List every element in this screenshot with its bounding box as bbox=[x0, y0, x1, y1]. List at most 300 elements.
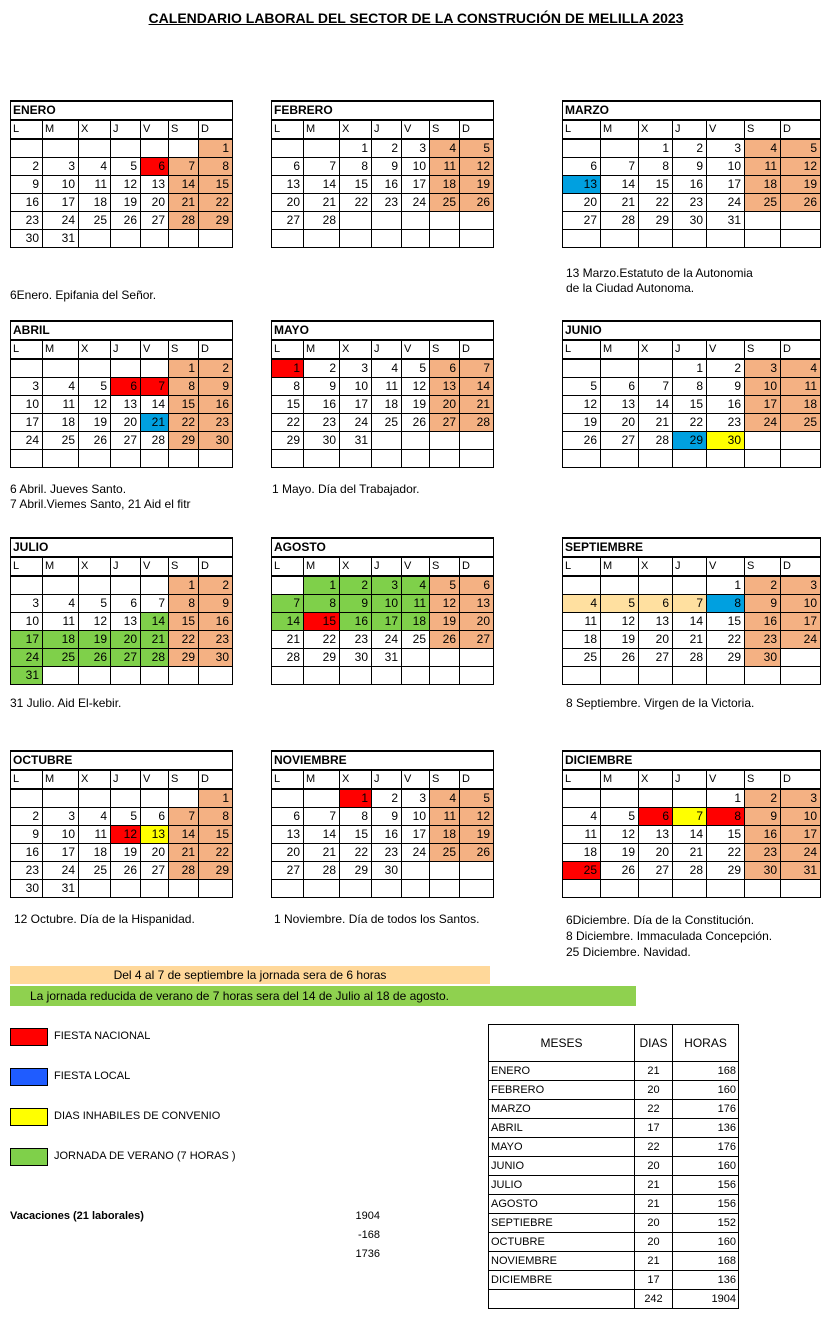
legend-label: FIESTA NACIONAL bbox=[54, 1030, 151, 1042]
day-cell: 21 bbox=[639, 414, 673, 432]
day-cell: 15 bbox=[199, 176, 233, 194]
day-cell: 10 bbox=[402, 158, 430, 176]
month-6 bbox=[10, 537, 233, 685]
empty-cell bbox=[781, 450, 821, 468]
weekday-header: J bbox=[673, 340, 707, 359]
day-cell: 23 bbox=[372, 844, 402, 862]
day-cell: 27 bbox=[460, 631, 494, 649]
empty-cell bbox=[745, 230, 781, 248]
day-cell: 11 bbox=[79, 826, 111, 844]
day-cell: 31 bbox=[707, 212, 745, 230]
day-cell: 28 bbox=[601, 212, 639, 230]
weekday-header: L bbox=[272, 340, 304, 359]
days-cell: 20 bbox=[635, 1214, 673, 1233]
day-cell: 15 bbox=[304, 613, 340, 631]
empty-cell bbox=[141, 450, 169, 468]
empty-cell bbox=[601, 230, 639, 248]
empty-cell bbox=[460, 667, 494, 685]
day-cell: 13 bbox=[111, 396, 141, 414]
day-cell: 8 bbox=[340, 808, 372, 826]
day-cell: 16 bbox=[199, 396, 233, 414]
legend-swatch-national bbox=[10, 1028, 48, 1046]
day-cell: 12 bbox=[563, 396, 601, 414]
day-cell: 18 bbox=[79, 194, 111, 212]
day-cell: 20 bbox=[111, 631, 141, 649]
day-cell: 13 bbox=[111, 613, 141, 631]
empty-cell bbox=[304, 880, 340, 898]
day-cell: 15 bbox=[272, 396, 304, 414]
empty-cell bbox=[43, 450, 79, 468]
day-cell: 19 bbox=[601, 844, 639, 862]
empty-cell bbox=[707, 667, 745, 685]
empty-cell bbox=[111, 359, 141, 378]
day-cell: 12 bbox=[601, 826, 639, 844]
day-cell: 2 bbox=[11, 158, 43, 176]
day-cell: 24 bbox=[781, 631, 821, 649]
day-cell: 20 bbox=[639, 631, 673, 649]
day-cell: 30 bbox=[11, 880, 43, 898]
day-cell: 10 bbox=[402, 808, 430, 826]
day-cell: 21 bbox=[141, 631, 169, 649]
day-cell: 30 bbox=[745, 649, 781, 667]
month-cell: MARZO bbox=[489, 1100, 635, 1119]
day-cell: 17 bbox=[745, 396, 781, 414]
day-cell: 3 bbox=[11, 595, 43, 613]
day-cell: 22 bbox=[707, 631, 745, 649]
weekday-header: L bbox=[563, 770, 601, 789]
weekday-header: V bbox=[402, 770, 430, 789]
day-cell: 19 bbox=[402, 396, 430, 414]
day-cell: 11 bbox=[563, 613, 601, 631]
weekday-header: J bbox=[111, 770, 141, 789]
empty-cell bbox=[199, 450, 233, 468]
empty-cell bbox=[141, 230, 169, 248]
table-row bbox=[489, 1252, 739, 1271]
day-cell: 11 bbox=[79, 176, 111, 194]
day-cell: 25 bbox=[745, 194, 781, 212]
empty-cell bbox=[141, 359, 169, 378]
day-cell: 7 bbox=[141, 378, 169, 396]
weekday-header: J bbox=[111, 120, 141, 139]
empty-cell bbox=[304, 450, 340, 468]
empty-cell bbox=[402, 432, 430, 450]
weekday-header: S bbox=[169, 340, 199, 359]
day-cell: 13 bbox=[430, 378, 460, 396]
day-cell: 6 bbox=[460, 576, 494, 595]
day-cell: 18 bbox=[43, 414, 79, 432]
days-cell: 22 bbox=[635, 1138, 673, 1157]
day-cell: 14 bbox=[673, 826, 707, 844]
weekday-header: D bbox=[460, 770, 494, 789]
weekday-header: M bbox=[601, 770, 639, 789]
day-cell: 12 bbox=[430, 595, 460, 613]
weekday-header: J bbox=[111, 340, 141, 359]
empty-cell bbox=[11, 789, 43, 808]
day-cell: 10 bbox=[43, 826, 79, 844]
day-cell: 27 bbox=[141, 862, 169, 880]
empty-cell bbox=[79, 789, 111, 808]
month-name: ABRIL bbox=[11, 321, 233, 340]
weekday-header: X bbox=[340, 770, 372, 789]
empty-cell bbox=[372, 880, 402, 898]
empty-cell bbox=[460, 880, 494, 898]
weekday-header: L bbox=[563, 120, 601, 139]
day-cell: 1 bbox=[304, 576, 340, 595]
day-cell: 29 bbox=[707, 649, 745, 667]
day-cell: 28 bbox=[460, 414, 494, 432]
day-cell: 5 bbox=[601, 808, 639, 826]
month-name: AGOSTO bbox=[272, 538, 494, 557]
vacaciones-minus: -168 bbox=[357, 1229, 380, 1241]
day-cell: 18 bbox=[563, 631, 601, 649]
empty-cell bbox=[111, 576, 141, 595]
day-cell: 2 bbox=[199, 359, 233, 378]
empty-cell bbox=[639, 667, 673, 685]
weekday-header: S bbox=[745, 770, 781, 789]
day-cell: 27 bbox=[141, 212, 169, 230]
day-cell: 26 bbox=[563, 432, 601, 450]
weekday-header: V bbox=[707, 770, 745, 789]
day-cell: 12 bbox=[460, 808, 494, 826]
day-cell: 4 bbox=[745, 139, 781, 158]
day-cell: 7 bbox=[460, 359, 494, 378]
day-cell: 23 bbox=[11, 862, 43, 880]
days-cell: 20 bbox=[635, 1081, 673, 1100]
weekday-header: X bbox=[79, 770, 111, 789]
note-q3-left: 31 Julio. Aid El-kebir. bbox=[10, 696, 122, 710]
legend-swatch-inhabil bbox=[10, 1108, 48, 1126]
weekday-header: D bbox=[781, 340, 821, 359]
day-cell: 21 bbox=[601, 194, 639, 212]
day-cell: 12 bbox=[460, 158, 494, 176]
day-cell: 19 bbox=[111, 844, 141, 862]
weekday-header: L bbox=[11, 340, 43, 359]
day-cell: 3 bbox=[402, 789, 430, 808]
day-cell: 20 bbox=[272, 194, 304, 212]
day-cell: 9 bbox=[340, 595, 372, 613]
day-cell: 20 bbox=[272, 844, 304, 862]
day-cell: 14 bbox=[141, 613, 169, 631]
day-cell: 10 bbox=[340, 378, 372, 396]
day-cell: 8 bbox=[199, 158, 233, 176]
day-cell: 16 bbox=[745, 826, 781, 844]
day-cell: 28 bbox=[639, 432, 673, 450]
day-cell: 16 bbox=[372, 826, 402, 844]
day-cell: 14 bbox=[639, 396, 673, 414]
day-cell: 28 bbox=[169, 862, 199, 880]
legend-label: DIAS INHABILES DE CONVENIO bbox=[54, 1110, 221, 1122]
month-10 bbox=[271, 750, 494, 898]
empty-cell bbox=[199, 880, 233, 898]
day-cell: 11 bbox=[430, 808, 460, 826]
note-q2-left: 6 Abril. Jueves Santo. 7 Abril.Viemes Santo, 21 Aid el fitr bbox=[10, 482, 191, 511]
day-cell: 5 bbox=[111, 808, 141, 826]
empty-cell bbox=[43, 359, 79, 378]
day-cell: 12 bbox=[79, 613, 111, 631]
hours-cell: 160 bbox=[673, 1233, 739, 1252]
day-cell: 9 bbox=[745, 595, 781, 613]
day-cell: 13 bbox=[141, 826, 169, 844]
day-cell: 8 bbox=[707, 808, 745, 826]
day-cell: 15 bbox=[707, 826, 745, 844]
day-cell: 5 bbox=[601, 595, 639, 613]
day-cell: 19 bbox=[79, 631, 111, 649]
weekday-header: D bbox=[460, 557, 494, 576]
empty-cell bbox=[304, 789, 340, 808]
empty-cell bbox=[272, 667, 304, 685]
day-cell: 6 bbox=[272, 808, 304, 826]
day-cell: 1 bbox=[340, 139, 372, 158]
empty-cell bbox=[199, 230, 233, 248]
day-cell: 10 bbox=[707, 158, 745, 176]
day-cell: 16 bbox=[745, 613, 781, 631]
hours-summary-table bbox=[488, 1024, 739, 1309]
hours-cell: 152 bbox=[673, 1214, 739, 1233]
day-cell: 10 bbox=[11, 613, 43, 631]
day-cell: 14 bbox=[169, 176, 199, 194]
day-cell: 3 bbox=[707, 139, 745, 158]
weekday-header: M bbox=[43, 340, 79, 359]
month-name: JUNIO bbox=[563, 321, 821, 340]
day-cell: 9 bbox=[707, 378, 745, 396]
empty-cell bbox=[430, 230, 460, 248]
day-cell: 30 bbox=[11, 230, 43, 248]
day-cell: 18 bbox=[563, 844, 601, 862]
day-cell: 15 bbox=[169, 613, 199, 631]
month-name: NOVIEMBRE bbox=[272, 751, 494, 770]
day-cell: 8 bbox=[169, 595, 199, 613]
weekday-header: V bbox=[141, 120, 169, 139]
weekday-header: L bbox=[563, 340, 601, 359]
day-cell: 6 bbox=[272, 158, 304, 176]
day-cell: 14 bbox=[601, 176, 639, 194]
day-cell: 8 bbox=[199, 808, 233, 826]
day-cell: 1 bbox=[169, 359, 199, 378]
empty-cell bbox=[340, 880, 372, 898]
day-cell: 15 bbox=[673, 396, 707, 414]
day-cell: 12 bbox=[781, 158, 821, 176]
day-cell: 16 bbox=[372, 176, 402, 194]
empty-cell bbox=[781, 667, 821, 685]
day-cell: 27 bbox=[272, 212, 304, 230]
weekday-header: D bbox=[199, 120, 233, 139]
empty-cell bbox=[460, 432, 494, 450]
day-cell: 7 bbox=[304, 808, 340, 826]
day-cell: 20 bbox=[141, 194, 169, 212]
day-cell: 29 bbox=[169, 649, 199, 667]
day-cell: 20 bbox=[639, 844, 673, 862]
day-cell: 29 bbox=[199, 212, 233, 230]
day-cell: 5 bbox=[402, 359, 430, 378]
weekday-header: X bbox=[639, 340, 673, 359]
note-q1-left: 6Enero. Epifania del Señor. bbox=[10, 288, 157, 302]
empty-cell bbox=[272, 230, 304, 248]
month-cell: SEPTIEBRE bbox=[489, 1214, 635, 1233]
day-cell: 20 bbox=[430, 396, 460, 414]
day-cell: 13 bbox=[563, 176, 601, 194]
empty-cell bbox=[601, 880, 639, 898]
day-cell: 29 bbox=[707, 862, 745, 880]
weekday-header: S bbox=[745, 120, 781, 139]
day-cell: 21 bbox=[169, 194, 199, 212]
days-cell: 22 bbox=[635, 1100, 673, 1119]
day-cell: 7 bbox=[272, 595, 304, 613]
day-cell: 21 bbox=[460, 396, 494, 414]
weekday-header: X bbox=[639, 120, 673, 139]
day-cell: 7 bbox=[304, 158, 340, 176]
day-cell: 4 bbox=[43, 595, 79, 613]
empty-cell bbox=[111, 139, 141, 158]
month-cell: ABRIL bbox=[489, 1119, 635, 1138]
weekday-header: X bbox=[340, 120, 372, 139]
day-cell: 14 bbox=[141, 396, 169, 414]
day-cell: 10 bbox=[43, 176, 79, 194]
day-cell: 29 bbox=[199, 862, 233, 880]
month-2 bbox=[562, 100, 821, 248]
day-cell: 9 bbox=[199, 378, 233, 396]
day-cell: 8 bbox=[707, 595, 745, 613]
note-q3-right: 8 Septiembre. Virgen de la Victoria. bbox=[566, 696, 755, 710]
day-cell: 20 bbox=[460, 613, 494, 631]
month-9 bbox=[10, 750, 233, 898]
table-row bbox=[489, 1081, 739, 1100]
day-cell: 24 bbox=[745, 414, 781, 432]
empty-cell bbox=[340, 212, 372, 230]
empty-cell bbox=[169, 450, 199, 468]
day-cell: 3 bbox=[781, 789, 821, 808]
day-cell: 17 bbox=[11, 414, 43, 432]
empty-cell bbox=[43, 576, 79, 595]
total-days: 242 bbox=[635, 1290, 673, 1309]
day-cell: 13 bbox=[272, 826, 304, 844]
days-cell: 21 bbox=[635, 1062, 673, 1081]
hours-cell: 168 bbox=[673, 1062, 739, 1081]
weekday-header: S bbox=[169, 120, 199, 139]
day-cell: 4 bbox=[79, 158, 111, 176]
day-cell: 26 bbox=[402, 414, 430, 432]
day-cell: 22 bbox=[199, 844, 233, 862]
day-cell: 27 bbox=[563, 212, 601, 230]
day-cell: 13 bbox=[601, 396, 639, 414]
day-cell: 29 bbox=[304, 649, 340, 667]
day-cell: 31 bbox=[781, 862, 821, 880]
empty-cell bbox=[272, 450, 304, 468]
day-cell: 7 bbox=[639, 378, 673, 396]
empty-cell bbox=[111, 667, 141, 685]
day-cell: 26 bbox=[781, 194, 821, 212]
day-cell: 11 bbox=[43, 396, 79, 414]
month-3 bbox=[10, 320, 233, 468]
day-cell: 30 bbox=[304, 432, 340, 450]
weekday-header: L bbox=[272, 770, 304, 789]
empty-cell bbox=[141, 789, 169, 808]
empty-cell bbox=[781, 230, 821, 248]
day-cell: 14 bbox=[673, 613, 707, 631]
day-cell: 6 bbox=[141, 808, 169, 826]
day-cell: 13 bbox=[639, 826, 673, 844]
day-cell: 9 bbox=[304, 378, 340, 396]
legend-swatch-local bbox=[10, 1068, 48, 1086]
day-cell: 11 bbox=[43, 613, 79, 631]
empty-cell bbox=[402, 649, 430, 667]
day-cell: 1 bbox=[707, 576, 745, 595]
day-cell: 15 bbox=[707, 613, 745, 631]
day-cell: 15 bbox=[340, 176, 372, 194]
day-cell: 4 bbox=[563, 595, 601, 613]
empty-cell bbox=[272, 789, 304, 808]
day-cell: 6 bbox=[111, 378, 141, 396]
empty-cell bbox=[43, 789, 79, 808]
day-cell: 17 bbox=[402, 176, 430, 194]
month-cell: NOVIEMBRE bbox=[489, 1252, 635, 1271]
day-cell: 17 bbox=[781, 826, 821, 844]
weekday-header: J bbox=[372, 340, 402, 359]
day-cell: 9 bbox=[372, 808, 402, 826]
weekday-header: V bbox=[141, 770, 169, 789]
weekday-header: S bbox=[430, 340, 460, 359]
day-cell: 26 bbox=[111, 212, 141, 230]
weekday-header: V bbox=[141, 557, 169, 576]
day-cell: 3 bbox=[781, 576, 821, 595]
weekday-header: D bbox=[199, 557, 233, 576]
day-cell: 21 bbox=[169, 844, 199, 862]
day-cell: 17 bbox=[372, 613, 402, 631]
legend-label: JORNADA DE VERANO (7 HORAS ) bbox=[54, 1150, 236, 1162]
month-name: MARZO bbox=[563, 101, 821, 120]
empty-cell bbox=[402, 212, 430, 230]
day-cell: 30 bbox=[372, 862, 402, 880]
weekday-header: X bbox=[79, 557, 111, 576]
day-cell: 23 bbox=[673, 194, 707, 212]
day-cell: 17 bbox=[781, 613, 821, 631]
day-cell: 11 bbox=[745, 158, 781, 176]
weekday-header: V bbox=[707, 557, 745, 576]
day-cell: 9 bbox=[372, 158, 402, 176]
day-cell: 18 bbox=[372, 396, 402, 414]
day-cell: 22 bbox=[639, 194, 673, 212]
day-cell: 5 bbox=[781, 139, 821, 158]
day-cell: 3 bbox=[402, 139, 430, 158]
days-cell: 20 bbox=[635, 1157, 673, 1176]
day-cell: 9 bbox=[673, 158, 707, 176]
day-cell: 9 bbox=[11, 826, 43, 844]
day-cell: 30 bbox=[199, 649, 233, 667]
day-cell: 28 bbox=[169, 212, 199, 230]
day-cell: 1 bbox=[272, 359, 304, 378]
day-cell: 30 bbox=[340, 649, 372, 667]
empty-cell bbox=[111, 450, 141, 468]
day-cell: 11 bbox=[563, 826, 601, 844]
empty-cell bbox=[43, 139, 79, 158]
weekday-header: S bbox=[430, 770, 460, 789]
totals-blank bbox=[489, 1290, 635, 1309]
weekday-header: D bbox=[781, 770, 821, 789]
empty-cell bbox=[340, 667, 372, 685]
days-cell: 17 bbox=[635, 1271, 673, 1290]
empty-cell bbox=[673, 230, 707, 248]
legend-label: FIESTA LOCAL bbox=[54, 1070, 131, 1082]
empty-cell bbox=[673, 576, 707, 595]
weekday-header: L bbox=[272, 120, 304, 139]
day-cell: 28 bbox=[141, 649, 169, 667]
day-cell: 15 bbox=[199, 826, 233, 844]
empty-cell bbox=[372, 667, 402, 685]
empty-cell bbox=[141, 880, 169, 898]
day-cell: 18 bbox=[402, 613, 430, 631]
day-cell: 6 bbox=[639, 808, 673, 826]
day-cell: 23 bbox=[745, 631, 781, 649]
day-cell: 24 bbox=[402, 844, 430, 862]
